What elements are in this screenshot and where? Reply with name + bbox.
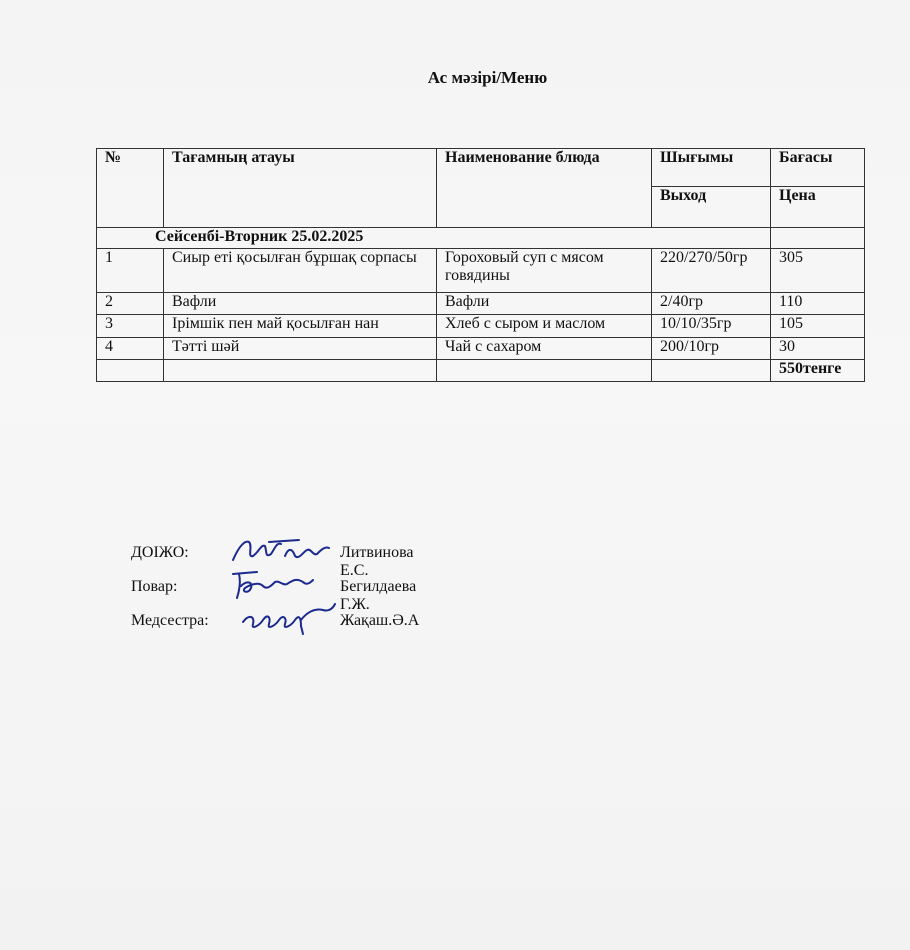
header-name-ru: Наименование блюда	[437, 149, 652, 228]
table-row	[97, 315, 865, 338]
page-title: Ас мәзірі/Меню	[427, 68, 548, 87]
day-row	[97, 228, 865, 249]
header-row-1	[97, 149, 865, 187]
row-price: 105	[771, 315, 865, 338]
row-price: 110	[771, 293, 865, 315]
day-label: Сейсенбі-Вторник 25.02.2025	[97, 228, 771, 249]
header-yield-ru: Выход	[652, 187, 771, 228]
row-name-ru: Чай с сахаром	[437, 338, 652, 360]
row-yield: 2/40гр	[652, 293, 771, 315]
row-name-ru: Гороховый суп с мясом говядины	[437, 249, 652, 293]
header-num: №	[97, 149, 164, 228]
table-row	[97, 293, 865, 315]
row-num: 2	[97, 293, 164, 315]
row-name-kz: Сиыр еті қосылған бұршақ сорпасы	[164, 249, 437, 293]
header-price-ru: Цена	[771, 187, 865, 228]
signature-role: Повар:	[131, 578, 178, 595]
row-yield: 200/10гр	[652, 338, 771, 360]
total-row	[97, 360, 865, 382]
table-row	[97, 249, 865, 293]
row-name-ru: Хлеб с сыром и маслом	[437, 315, 652, 338]
row-name-ru: Вафли	[437, 293, 652, 315]
row-name-kz: Вафли	[164, 293, 437, 315]
handwritten-signature-2	[227, 568, 317, 602]
signature-name: Бегилдаева Г.Ж.	[340, 578, 417, 613]
row-name-kz: Ірімшік пен май қосылған нан	[164, 315, 437, 338]
row-num: 1	[97, 249, 164, 293]
header-name-kz: Тағамның атауы	[164, 149, 437, 228]
handwritten-signature-3	[239, 600, 337, 636]
row-num: 4	[97, 338, 164, 360]
menu-table	[96, 148, 865, 382]
row-yield: 220/270/50гр	[652, 249, 771, 293]
header-price-kz: Бағасы	[771, 149, 865, 187]
row-name-kz: Тәтті шәй	[164, 338, 437, 360]
header-yield-kz: Шығымы	[652, 149, 771, 187]
signature-name: Литвинова Е.С.	[340, 544, 414, 579]
signature-name: Жақаш.Ә.А	[340, 612, 420, 629]
row-num: 3	[97, 315, 164, 338]
table-row	[97, 338, 865, 360]
row-price: 30	[771, 338, 865, 360]
signature-role: Медсестра:	[131, 612, 209, 629]
row-yield: 10/10/35гр	[652, 315, 771, 338]
handwritten-signature-1	[229, 536, 333, 566]
row-price: 305	[771, 249, 865, 293]
signature-role: ДОІЖО:	[131, 544, 189, 561]
total-price: 550тенге	[771, 360, 865, 382]
